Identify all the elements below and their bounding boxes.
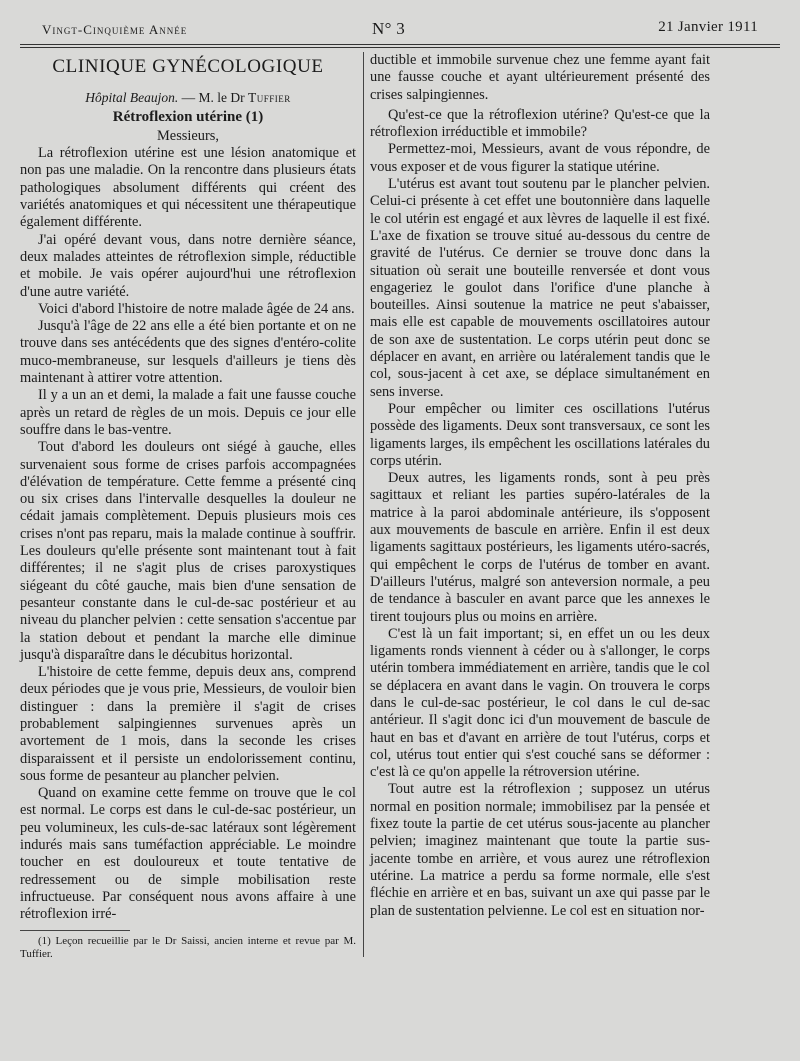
column-divider (363, 52, 364, 957)
author-name: Tuffier (247, 90, 291, 106)
header-rule-top (20, 44, 780, 45)
left-paragraph: Jusqu'à l'âge de 22 ans elle a été bien portante et on ne trouve dans ses antécédents que des signes d'entéro-colite muco-membraneuse, sur lesquels d'ailleurs je tiens dès maintenant à attirer votre attention. (20, 318, 356, 387)
right-paragraph: Permettez-moi, Messieurs, avant de vous répondre, de vous exposer et de vous figurer la statique utérine. (370, 141, 710, 175)
page-header (20, 18, 780, 40)
left-paragraph: Quand on examine cette femme on trouve que le col est normal. Le corps est dans le cul-de-sac postérieur, un peu volumineux, les culs-de-sac latéraux sont légèrement indurés mais sans tuméfaction appréciable. Le moindre toucher en est douloureux et toute tentative de redressement ou de simple mobilisation reste infructueuse. Par conséquent nous avons affaire à une rétroflexion irré- (20, 785, 356, 923)
left-paragraph: Tout d'abord les douleurs ont siégé à gauche, elles survenaient sous forme de crises parfois accompagnées d'élévation de température. Cette femme a présenté cinq ou six crises dans l'intervalle desquelles la douleur ne cédait jamais complètement. Depuis plusieurs mois ces crises n'ont pas reparu, mais la malade continue à souffrir. Les douleurs qu'elle présente sont maintenant tout à fait différentes; il ne s'agit plus de crises paroxystiques siégeant du côté gauche, mais bien d'une sensation de pesanteur constante dans le cul-de-sac postérieur et au niveau du plancher pelvien : cette sensation s'accentue par la station debout et pendant la marche elle diminue jusqu'à disparaître dans le décubitus horizontal. (20, 439, 356, 663)
article-title: CLINIQUE GYNÉCOLOGIQUE (52, 56, 324, 77)
left-paragraph: J'ai opéré devant vous, dans notre dernière séance, deux malades atteintes de rétroflexion simple, réductible et mobile. Je vais opérer aujourd'hui une rétroflexion d'une autre variété. (20, 231, 356, 300)
hospital-name: Hôpital Beaujon. (85, 90, 179, 106)
right-paragraph: Qu'est-ce que la rétroflexion utérine? Qu'est-ce que la rétroflexion irréductible et immobile? (370, 106, 710, 141)
left-paragraph: Il y a un an et demi, la malade a fait une fausse couche après un retard de règles de un mois. Depuis ce jour elle souffre dans le bas-ventre. (20, 387, 356, 438)
right-paragraph: C'est là un fait important; si, en effet un ou les deux ligaments ronds viennent à céder ou à s'allonger, le corps utérin tombera immédiatement en arrière, tandis que le col se déplacera en avant dans le vagin. On trouvera le corps dans le cul-de-sac postérieur, le col dans le cul de-sac antérieur. Il s'agit donc ici d'un mouvement de bascule de haut en bas et d'avant en arrière de tout l'utérus, corps et col, utérus tout entier qui s'est couché sans se déformer : c'est là ce qu'on appelle la rétroversion utérine. (370, 625, 710, 781)
volume-label: Vingt-Cinquième Année (42, 22, 188, 37)
author-prefix: M. le Dr (198, 90, 248, 106)
byline (20, 89, 356, 106)
right-paragraph: Tout autre est la rétroflexion ; supposez un utérus normal en position normale; immobilisez par la pensée et fixez toute la partie de cet utérus sous-jacente au plancher pelvien; imaginez maintenant que toute la partie sus-jacente tombe en arrière, et vous aurez une rétroflexion utérine. La matrice a perdu sa forme normale, elle s'est fléchie en arrière et en bas, suivant un axe qui passe par le plan de sustentation pelvienne. Le col est en situation nor- (370, 781, 710, 919)
byline-dash: — (178, 90, 199, 106)
issue-date: 21 Janvier 1911 (658, 19, 758, 35)
issue-number: N° 3 (372, 19, 406, 38)
right-column (370, 52, 710, 920)
left-paragraph: L'histoire de cette femme, depuis deux ans, comprend deux périodes que je vous prie, Messieurs, de vouloir bien distinguer : dans la première il s'agit de crises probablement salpingiennes survenues après un avortement de 1 mois, dans la seconde les crises disparaissent et il persiste un endolorissement continu, sous forme de pesanteur au plancher pelvien. (20, 664, 356, 784)
right-paragraph: L'utérus est avant tout soutenu par le plancher pelvien. Celui-ci présente à cet effet une boutonnière dans laquelle le col utérin est engagé et aux lèvres de laquelle il est fixé. L'axe de fixation se trouve situé au-dessous du centre de gravité de l'utérus. Ce dernier se trouve donc dans la situation où serait une bouteille renversée et dont vous engageriez le goulot dans l'orifice d'une planche à bouteilles. Ainsi soutenue la matrice ne peut s'abaisser, mais elle est capable de mouvements oscillatoires autour de son axe de sustentation. Le corps utérin peut donc se déplacer en avant, en arrière ou latéralement tandis que le col, sous-jacent à cet axe, se déplace simultanément en sens inverse. (370, 176, 710, 400)
left-paragraph: Voici d'abord l'histoire de notre malade âgée de 24 ans. (38, 300, 355, 317)
left-paragraph: La rétroflexion utérine est une lésion anatomique et non pas une maladie. On la rencontre dans plusieurs états pathologiques absolument différents qui créent des variétés anatomiques et qui nécessitent une thérapeutique également différente. (20, 145, 356, 231)
left-column (20, 52, 356, 961)
right-paragraph: ductible et immobile survenue chez une femme ayant fait une fausse couche et ayant ultérieurement présenté des crises salpingiennes. (370, 52, 710, 103)
right-paragraph: Pour empêcher ou limiter ces oscillations l'utérus possède des ligaments. Deux sont transversaux, ce sont les ligaments larges, ils empêchent les oscillations latérales du corps utérin. (370, 400, 710, 469)
footnote-rule (20, 930, 130, 931)
footnote: (1) Leçon recueillie par le Dr Saissi, ancien interne et revue par M. Tuffier. (20, 934, 356, 960)
salutation: Messieurs, (157, 127, 219, 144)
right-paragraph: Deux autres, les ligaments ronds, sont à peu près sagittaux et reliant les parties supéro-latérales de la matrice à la paroi abdominale antérieure, ils s'opposent aux mouvements de bascule en arrière. Enfin il est deux ligaments sagittaux postérieurs, les ligaments utéro-sacrés, qui empêchent le corps de l'utérus de tomber en avant. D'ailleurs l'utérus, malgré son anteversion normale, a peu de tendance à basculer en avant parce que les annexes le tirent toujours plus ou moins en arrière. (370, 470, 710, 625)
article-subtitle: Rétroflexion utérine (1) (112, 108, 264, 125)
header-rule-bottom (20, 47, 780, 48)
